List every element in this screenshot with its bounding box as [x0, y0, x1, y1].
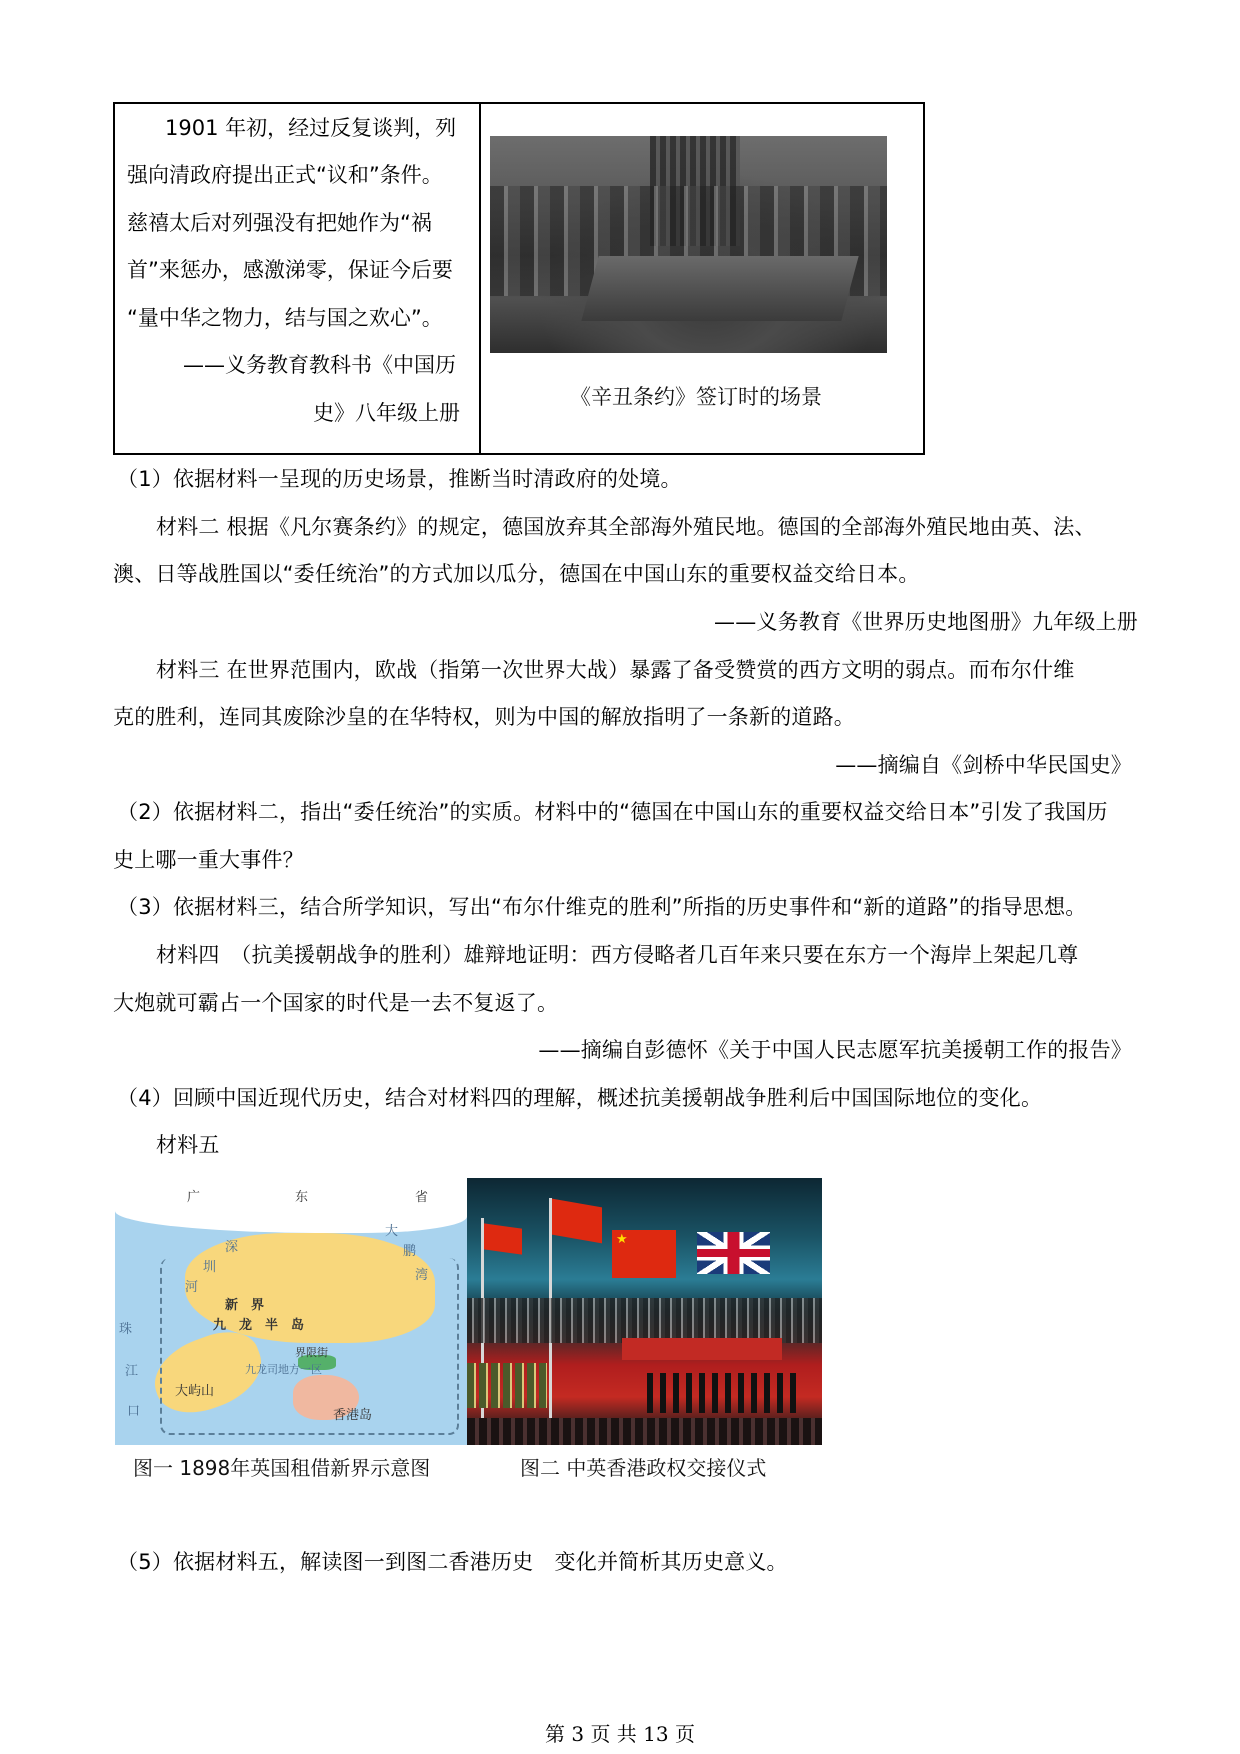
map-label: 河: [185, 1280, 199, 1295]
map-label: 香港岛: [333, 1408, 373, 1423]
treaty-signing-photo: [490, 136, 887, 353]
map-label: 界限街: [295, 1346, 328, 1359]
prc-flag: [612, 1230, 676, 1278]
map-label: 深: [225, 1240, 239, 1255]
honor-guard: [467, 1363, 547, 1408]
map-label: 东: [295, 1190, 309, 1205]
map-label: 九龙司地方一区: [245, 1363, 322, 1376]
treaty-photo-caption: 《辛丑条约》签订时的场景: [570, 385, 822, 409]
material2-source: ——义务教育《世界历史地图册》九年级上册: [714, 610, 1138, 634]
material1-line: “量中华之物力，结与国之欢心”。: [127, 306, 443, 330]
stage-dais: [622, 1338, 782, 1360]
material4-source: ——摘编自彭德怀《关于中国人民志愿军抗美援朝工作的报告》: [538, 1038, 1132, 1062]
map-label: 九 龙 半 岛: [213, 1318, 305, 1333]
map-caption: 图一 1898年英国租借新界示意图: [133, 1456, 431, 1480]
map-label: 湾: [415, 1268, 429, 1283]
map-label: 鹏: [403, 1244, 417, 1259]
material2-line: 材料二 根据《凡尔赛条约》的规定，德国放弃其全部海外殖民地。德国的全部海外殖民地由英、法、: [156, 515, 1096, 539]
material4-line: 材料四 （抗美援朝战争的胜利）雄辩地证明：西方侵略者几百年来只要在东方一个海岸上架起几尊: [156, 943, 1079, 967]
map-label: 口: [127, 1404, 141, 1419]
page-footer: 第 3 页 共 13 页: [545, 1722, 695, 1746]
material3-source: ——摘编自《剑桥中华民国史》: [835, 753, 1132, 777]
hong-kong-1898-map: [115, 1178, 467, 1445]
conference-table-detail: [581, 256, 858, 321]
material1-line: 强向清政府提出正式“议和”条件。: [127, 163, 443, 187]
uk-flag: [697, 1232, 770, 1274]
material1-line: 1901 年初，经过反复谈判，列: [165, 116, 457, 140]
material2-line: 澳、日等战胜国以“委任统治”的方式加以瓜分，德国在中国山东的重要权益交给日本。: [113, 562, 920, 586]
prc-flag-raised: [552, 1199, 602, 1244]
material3-line: 克的胜利，连同其废除沙皇的在华特权，则为中国的解放指明了一条新的道路。: [113, 705, 855, 729]
question-3: （3）依据材料三，结合所学知识，写出“布尔什维克的胜利”所指的历史事件和“新的道路”的指导思想。: [117, 895, 1087, 919]
audience: [467, 1418, 822, 1445]
map-label: 珠: [119, 1322, 133, 1337]
map-label: 大: [385, 1224, 399, 1239]
hong-kong-handover-photo: [467, 1178, 822, 1445]
officials-row: [647, 1373, 797, 1413]
question-4: （4）回顾中国近现代历史，结合对材料四的理解，概述抗美援朝战争胜利后中国国际地位的变化。: [117, 1086, 1043, 1110]
material1-source: ——义务教育教科书《中国历: [183, 353, 456, 377]
material3-line: 材料三 在世界范围内，欧战（指第一次世界大战）暴露了备受赞赏的西方文明的弱点。而布尔什维: [156, 658, 1075, 682]
material1-source: 史》八年级上册: [313, 401, 460, 425]
table-divider: [479, 104, 481, 453]
map-label: 新 界: [225, 1298, 265, 1313]
material4-line: 大炮就可霸占一个国家的时代是一去不复返了。: [113, 991, 559, 1015]
hksar-flag: [484, 1223, 522, 1254]
handover-photo-caption: 图二 中英香港政权交接仪式: [520, 1456, 767, 1480]
question-2-cont: 史上哪一重大事件？: [113, 848, 304, 872]
material1-line: 慈禧太后对列强没有把她作为“祸: [127, 211, 432, 235]
question-5: （5）依据材料五，解读图一到图二香港历史 变化并简析其历史意义。: [117, 1550, 788, 1574]
map-label: 江: [125, 1364, 139, 1379]
material1-line: 首”来惩办，感激涕零，保证今后要: [127, 258, 453, 282]
map-label: 广: [187, 1190, 201, 1205]
question-2: （2）依据材料二，指出“委任统治”的实质。材料中的“德国在中国山东的重要权益交给日本”引发了我国历: [117, 800, 1108, 824]
map-label: 圳: [203, 1260, 217, 1275]
map-label: 省: [415, 1190, 429, 1205]
dignitaries-row: [467, 1298, 822, 1343]
question-1: （1）依据材料一呈现的历史场景，推断当时清政府的处境。: [117, 467, 682, 491]
material5-heading: 材料五: [156, 1133, 220, 1157]
map-label: 大屿山: [175, 1384, 215, 1399]
